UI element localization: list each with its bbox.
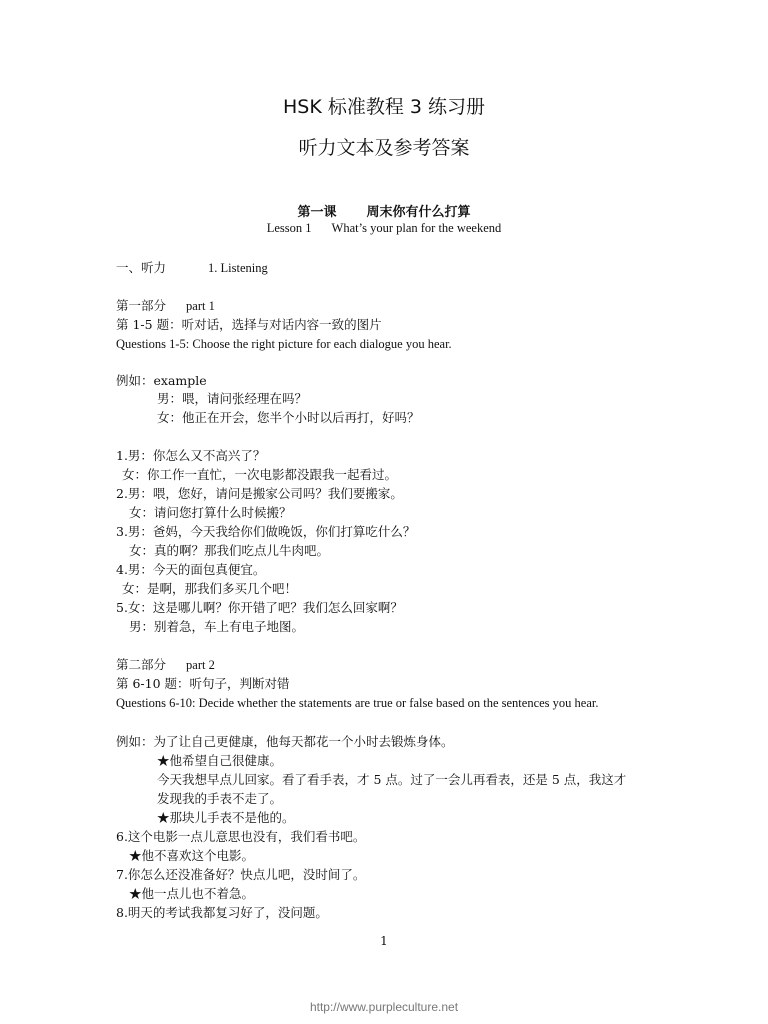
statement-line: ★他不喜欢这个电影。: [129, 848, 255, 863]
lesson-topic-en: What’s your plan for the weekend: [331, 221, 502, 235]
dialogue-line: 女：你工作一直忙，一次电影都没跟我一起看过。: [122, 467, 398, 482]
dialogue-line: 女：请问您打算什么时候搬？: [129, 505, 292, 520]
part1-label-en: part 1: [186, 299, 215, 313]
lesson-number-cn: 第一课: [297, 205, 337, 220]
statement-line: 8.明天的考试我都复习好了，没问题。: [116, 905, 328, 920]
part2-example-line: 发现我的手表不走了。: [157, 791, 283, 806]
part1-instruction-en: Questions 1-5: Choose the right picture for each dialogue you hear.: [116, 337, 452, 351]
lesson-topic-cn: 周末你有什么打算: [366, 205, 471, 220]
part1-instruction-cn: 第 1-5 题：听对话，选择与对话内容一致的图片: [116, 317, 382, 332]
part2-example-line: ★那块儿手表不是他的。: [157, 810, 295, 825]
part2-heading: [116, 656, 215, 674]
dialogue-line: 男：别着急，车上有电子地图。: [129, 619, 305, 634]
part2-instruction-en: Questions 6-10: Decide whether the statements are true or false based on the sentences you hear.: [116, 696, 599, 710]
section-heading-en: 1. Listening: [208, 261, 268, 275]
document-title: HSK 标准教程 3 练习册: [282, 96, 485, 118]
dialogue-line: 女：真的啊？那我们吃点儿牛肉吧。: [129, 543, 330, 558]
part2-example-line: 例如：为了让自己更健康，他每天都花一个小时去锻炼身体。: [116, 734, 454, 749]
lesson-heading-en: [0, 221, 768, 236]
part1-example-line: 男：喂，请问张经理在吗？: [157, 391, 308, 406]
lesson-heading-cn: [0, 201, 768, 220]
dialogue-line: 3.男：爸妈，今天我给你们做晚饭，你们打算吃什么？: [116, 524, 416, 539]
section-heading: [116, 259, 268, 277]
part1-example-line: 女：他正在开会，您半个小时以后再打，好吗？: [157, 410, 420, 425]
footer-url: http://www.purpleculture.net: [309, 1000, 459, 1014]
document-subtitle: 听力文本及参考答案: [298, 137, 470, 159]
part1-example-label: 例如：example: [116, 373, 207, 388]
dialogue-line: 2.男：喂，您好，请问是搬家公司吗？我们要搬家。: [116, 486, 403, 501]
dialogue-line: 4.男：今天的面包真便宜。: [116, 562, 266, 577]
dialogue-line: 1.男：你怎么又不高兴了？: [116, 448, 266, 463]
dialogue-line: 女：是啊，那我们多买几个吧！: [122, 581, 298, 596]
part2-example-line: 今天我想早点儿回家。看了看手表，才 5 点。过了一会儿再看表，还是 5 点，我这才: [157, 772, 627, 787]
statement-line: 7.你怎么还没准备好？快点儿吧，没时间了。: [116, 867, 366, 882]
page-number: 1: [380, 934, 388, 948]
part2-label-en: part 2: [186, 658, 215, 672]
lesson-number-en: Lesson 1: [266, 221, 312, 235]
part1-label-cn: 第一部分: [116, 298, 167, 313]
statement-line: 6.这个电影一点儿意思也没有，我们看书吧。: [116, 829, 366, 844]
part2-example-line: ★他希望自己很健康。: [157, 753, 283, 768]
dialogue-line: 5.女：这是哪儿啊？你开错了吧？我们怎么回家啊？: [116, 600, 403, 615]
section-heading-cn: 一、听力: [116, 260, 167, 275]
part2-instruction-cn: 第 6-10 题：听句子，判断对错: [116, 676, 290, 691]
statement-line: ★他一点儿也不着急。: [129, 886, 255, 901]
part1-heading: [116, 297, 215, 315]
part2-label-cn: 第二部分: [116, 657, 167, 672]
